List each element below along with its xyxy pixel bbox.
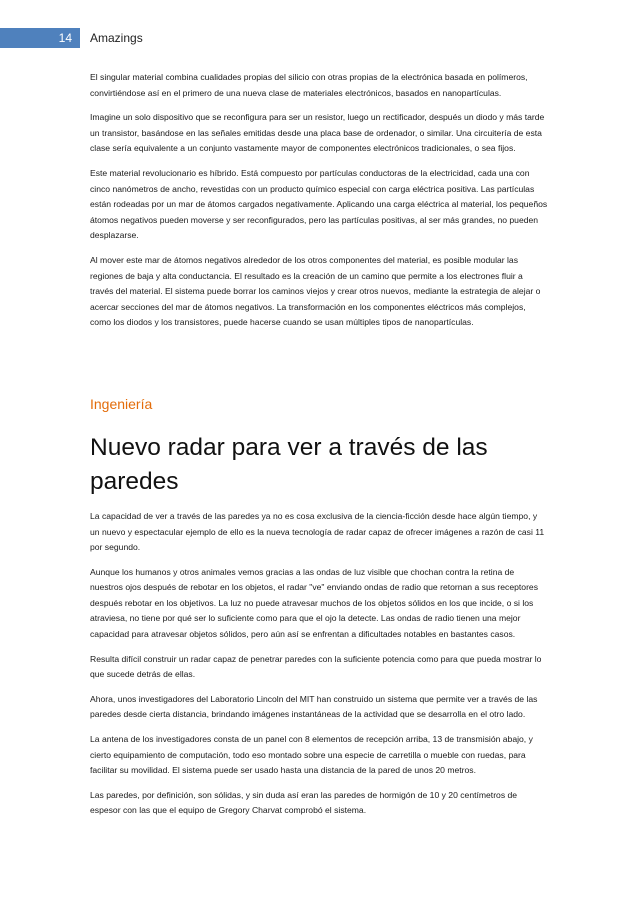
running-title: Amazings xyxy=(90,31,143,45)
intro-paragraph: Al mover este mar de átomos negativos alrededor de los otros componentes del material, es posible modular las regiones de baja y alta conductancia. El resultado es la creación de un camino que permite a los electrones fluir a través del material. El sistema puede borrar los caminos viejos y crear otros nuevos, mediante la estrategia de alejar o acercar secciones del mar de átomos negativos. La transformación en los componentes eléctricos más complejos, como los diodos y los transistores, puede hacerse cuando se usan múltiples tipos de nanopartículas. xyxy=(90,254,541,328)
page-content xyxy=(90,70,548,828)
article-paragraph: La antena de los investigadores consta de un panel con 8 elementos de recepción arriba, 13 de transmisión abajo, y cierto equipamiento de computación, todo eso montado sobre una especie de carretilla o mueble con ruedas, para facilitar su movilidad. El sistema puede ser usado hasta una distancia de la pared de unos 20 metros. xyxy=(90,734,533,776)
article-title: Nuevo radar para ver a través de las paredes xyxy=(90,433,488,495)
article-paragraph: Ahora, unos investigadores del Laboratorio Lincoln del MIT han construido un sistema que permite ver a través de las paredes desde cierta distancia, brindando imágenes instantáneas de la actividad que se desarrolla en el otro lado. xyxy=(90,693,538,720)
article-paragraph: La capacidad de ver a través de las paredes ya no es cosa exclusiva de la ciencia-ficción desde hace algún tiempo, y un nuevo y espectacular ejemplo de ello es la nueva tecnología de radar capaz de ofrecer imágenes a razón de casi 11 por segundo. xyxy=(90,510,545,553)
intro-paragraph: El singular material combina cualidades propias del silicio con otras propias de la electrónica basada en polímeros, convirtiéndose así en el primero de una nueva clase de materiales electrónicos, basados en nanopartículas. xyxy=(90,72,528,98)
page-number: 14 xyxy=(0,28,80,48)
page-header xyxy=(0,28,143,48)
section-label: Ingeniería xyxy=(90,395,153,412)
intro-paragraph: Este material revolucionario es híbrido. Está compuesto por partículas conductoras de la electricidad, cada una con cinco nanómetros de ancho, revestidas con un producto químico especial con carga eléctrica positiva. Las partículas están rodeadas por un mar de átomos cargados negativamente. Aplicando una carga eléctrica al material, los pequeños átomos negativos pueden moverse y ser reconfigurados, pero las partículas positivas, al ser más grandes, no pueden desplazarse. xyxy=(90,167,548,241)
article-paragraph: Resulta difícil construir un radar capaz de penetrar paredes con la suficiente potencia como para que pueda mostrar lo que sucede detrás de ellas. xyxy=(90,653,542,680)
article-paragraph: Aunque los humanos y otros animales vemos gracias a las ondas de luz visible que chochan contra la retina de nuestros ojos después de rebotar en los objetos, el radar "ve" enviando ondas de radio que retornan a sus receptores después rebotar en los objetivos. La luz no puede atravesar muchos de los objetos sólidos en los que incide, o si los atraviesa, no tiene por qué ser lo suficiente como para que el ojo la detecte. Las ondas de radio tienen una mejor capacidad para atravesar objetos sólidos, pero aún así se enfrentan a dificultades notables en bastantes casos. xyxy=(90,566,539,640)
intro-paragraph: Imagine un solo dispositivo que se reconfigura para ser un resistor, luego un rectificador, después un diodo y más tarde un transistor, basándose en las señales emitidas desde una placa base de ordenador, o similar. Una circuitería de esta clase sería equivalente a un conjunto vastamente mayor de componentes electrónicos tradicionales, o sea fijos. xyxy=(90,112,545,154)
article-paragraph: Las paredes, por definición, son sólidas, y sin duda así eran las paredes de hormigón de 10 y 20 centímetros de espesor con las que el equipo de Gregory Charvat comprobó el sistema. xyxy=(90,789,518,816)
